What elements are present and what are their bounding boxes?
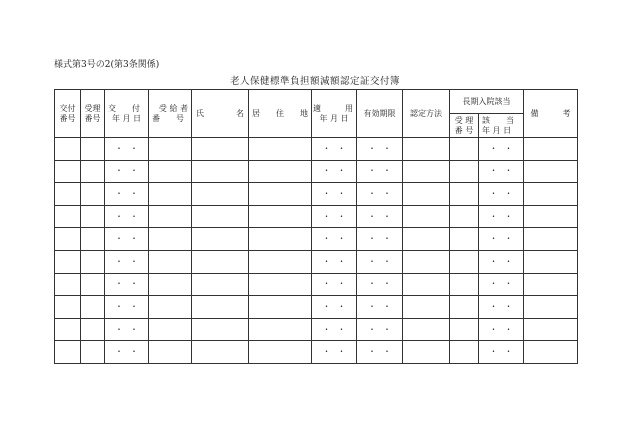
date-separator-dots: ・・ — [368, 166, 398, 176]
table-cell — [81, 296, 105, 319]
table-cell — [403, 228, 450, 251]
issuance-register-table — [54, 89, 578, 364]
table-cell — [81, 250, 105, 273]
header-issue-no: 交付 番号 — [55, 90, 81, 138]
date-separator-dots: ・・ — [368, 324, 398, 334]
date-separator-dots: ・・ — [322, 301, 353, 311]
table-cell — [81, 205, 105, 228]
table-cell — [450, 273, 479, 296]
table-cell — [357, 160, 403, 183]
table-cell — [403, 138, 450, 161]
table-cell — [403, 318, 450, 341]
date-separator-dots: ・・ — [368, 234, 398, 244]
table-row — [55, 296, 578, 319]
table-cell — [524, 205, 578, 228]
table-cell — [479, 183, 524, 206]
table-cell — [81, 228, 105, 251]
header-long-stay: 長期入院該当 — [450, 90, 524, 114]
table-cell — [403, 205, 450, 228]
table-cell — [312, 228, 357, 251]
date-separator-dots: ・・ — [322, 279, 353, 289]
table-row — [55, 318, 578, 341]
table-cell — [479, 341, 524, 364]
table-row — [55, 205, 578, 228]
table-cell — [55, 183, 81, 206]
table-cell — [105, 138, 149, 161]
table-cell — [249, 273, 312, 296]
table-cell — [149, 138, 192, 161]
date-separator-dots: ・・ — [489, 188, 520, 198]
date-separator-dots: ・・ — [115, 188, 145, 198]
date-separator-dots: ・・ — [368, 279, 398, 289]
table-row — [55, 250, 578, 273]
table-cell — [357, 341, 403, 364]
table-cell — [105, 205, 149, 228]
table-cell — [312, 183, 357, 206]
table-cell — [249, 160, 312, 183]
table-cell — [105, 183, 149, 206]
table-cell — [192, 296, 249, 319]
table-cell — [312, 296, 357, 319]
table-cell — [149, 341, 192, 364]
table-cell — [450, 138, 479, 161]
table-cell — [524, 183, 578, 206]
table-cell — [524, 318, 578, 341]
header-long-stay-date: 該 当 年 月 日 — [479, 114, 524, 138]
date-separator-dots: ・・ — [322, 143, 353, 153]
table-cell — [524, 228, 578, 251]
table-cell — [479, 273, 524, 296]
table-cell — [450, 160, 479, 183]
date-separator-dots: ・・ — [368, 256, 398, 266]
table-cell — [105, 318, 149, 341]
date-separator-dots: ・・ — [322, 324, 353, 334]
header-name: 氏 名 — [192, 90, 249, 138]
table-cell — [192, 138, 249, 161]
header-address: 居 住 地 — [249, 90, 312, 138]
table-cell — [450, 296, 479, 319]
table-cell — [81, 341, 105, 364]
table-cell — [192, 318, 249, 341]
date-separator-dots: ・・ — [322, 211, 353, 221]
date-separator-dots: ・・ — [322, 166, 353, 176]
table-cell — [249, 250, 312, 273]
table-cell — [192, 160, 249, 183]
table-cell — [105, 250, 149, 273]
header-long-stay-accept-no: 受 理 番 号 — [450, 114, 479, 138]
table-cell — [192, 228, 249, 251]
table-cell — [149, 318, 192, 341]
table-cell — [312, 138, 357, 161]
date-separator-dots: ・・ — [115, 211, 145, 221]
table-cell — [524, 160, 578, 183]
table-cell — [55, 228, 81, 251]
table-cell — [312, 160, 357, 183]
table-cell — [149, 183, 192, 206]
table-cell — [105, 296, 149, 319]
table-cell — [479, 160, 524, 183]
table-cell — [524, 273, 578, 296]
table-cell — [403, 273, 450, 296]
header-method: 認定方法 — [403, 90, 450, 138]
table-cell — [403, 341, 450, 364]
table-cell — [81, 273, 105, 296]
date-separator-dots: ・・ — [489, 347, 520, 357]
table-cell — [524, 138, 578, 161]
table-cell — [105, 228, 149, 251]
table-cell — [312, 318, 357, 341]
table-row — [55, 160, 578, 183]
date-separator-dots: ・・ — [489, 234, 520, 244]
table-cell — [403, 183, 450, 206]
date-separator-dots: ・・ — [115, 234, 145, 244]
date-separator-dots: ・・ — [489, 324, 520, 334]
table-cell — [249, 205, 312, 228]
table-cell — [192, 341, 249, 364]
table-cell — [403, 160, 450, 183]
date-separator-dots: ・・ — [368, 301, 398, 311]
table-cell — [81, 183, 105, 206]
table-cell — [55, 205, 81, 228]
table-cell — [450, 341, 479, 364]
table-cell — [403, 250, 450, 273]
table-cell — [55, 318, 81, 341]
table-cell — [192, 183, 249, 206]
table-cell — [149, 228, 192, 251]
date-separator-dots: ・・ — [115, 301, 145, 311]
table-cell — [55, 138, 81, 161]
date-separator-dots: ・・ — [489, 211, 520, 221]
form-label: 様式第3号の2(第3条関係) — [54, 60, 160, 70]
table-row — [55, 138, 578, 161]
table-cell — [312, 341, 357, 364]
table-cell — [524, 296, 578, 319]
table-cell — [357, 138, 403, 161]
table-cell — [312, 273, 357, 296]
date-separator-dots: ・・ — [115, 256, 145, 266]
table-cell — [524, 250, 578, 273]
table-cell — [149, 273, 192, 296]
header-accept-no: 受理 番号 — [81, 90, 105, 138]
document-title: 老人保健標準負担額減額認定証交付簿 — [229, 76, 400, 87]
table-cell — [450, 205, 479, 228]
date-separator-dots: ・・ — [489, 301, 520, 311]
table-cell — [55, 296, 81, 319]
date-separator-dots: ・・ — [115, 347, 145, 357]
table-cell — [149, 205, 192, 228]
date-separator-dots: ・・ — [322, 188, 353, 198]
date-separator-dots: ・・ — [368, 347, 398, 357]
date-separator-dots: ・・ — [368, 143, 398, 153]
table-cell — [149, 250, 192, 273]
table-cell — [81, 160, 105, 183]
table-cell — [249, 228, 312, 251]
table-cell — [357, 296, 403, 319]
table-cell — [479, 138, 524, 161]
table-cell — [249, 341, 312, 364]
date-separator-dots: ・・ — [115, 143, 145, 153]
header-remarks: 備 考 — [524, 90, 578, 138]
date-separator-dots: ・・ — [322, 347, 353, 357]
table-cell — [357, 228, 403, 251]
table-cell — [149, 160, 192, 183]
date-separator-dots: ・・ — [115, 324, 145, 334]
table-cell — [450, 183, 479, 206]
table-cell — [479, 228, 524, 251]
date-separator-dots: ・・ — [322, 234, 353, 244]
date-separator-dots: ・・ — [115, 279, 145, 289]
table-cell — [403, 296, 450, 319]
date-separator-dots: ・・ — [489, 166, 520, 176]
table-cell — [479, 205, 524, 228]
table-cell — [357, 318, 403, 341]
table-cell — [249, 138, 312, 161]
table-cell — [55, 250, 81, 273]
table-row — [55, 228, 578, 251]
table-row — [55, 341, 578, 364]
table-row — [55, 183, 578, 206]
date-separator-dots: ・・ — [368, 211, 398, 221]
date-separator-dots: ・・ — [368, 188, 398, 198]
header-applied-date: 適 用 年 月 日 — [312, 90, 357, 138]
table-cell — [249, 183, 312, 206]
table-cell — [479, 318, 524, 341]
table-cell — [524, 341, 578, 364]
table-cell — [312, 205, 357, 228]
table-cell — [81, 318, 105, 341]
header-recipient-no: 受 給 者 番 号 — [149, 90, 192, 138]
table-row — [55, 273, 578, 296]
table-cell — [357, 205, 403, 228]
table-cell — [357, 183, 403, 206]
table-cell — [105, 273, 149, 296]
table-cell — [450, 318, 479, 341]
table-cell — [192, 250, 249, 273]
table-cell — [357, 273, 403, 296]
table-cell — [249, 318, 312, 341]
date-separator-dots: ・・ — [322, 256, 353, 266]
table-cell — [450, 250, 479, 273]
table-cell — [249, 296, 312, 319]
table-cell — [192, 205, 249, 228]
table-cell — [357, 250, 403, 273]
table-cell — [105, 160, 149, 183]
date-separator-dots: ・・ — [489, 256, 520, 266]
header-issue-date: 交 付 年 月 日 — [105, 90, 149, 138]
table-cell — [312, 250, 357, 273]
table-cell — [149, 296, 192, 319]
table-cell — [450, 228, 479, 251]
date-separator-dots: ・・ — [489, 143, 520, 153]
table-cell — [81, 138, 105, 161]
header-validity: 有効期限 — [357, 90, 403, 138]
date-separator-dots: ・・ — [489, 279, 520, 289]
table-cell — [105, 341, 149, 364]
table-cell — [55, 341, 81, 364]
date-separator-dots: ・・ — [115, 166, 145, 176]
table-cell — [55, 273, 81, 296]
table-cell — [55, 160, 81, 183]
table-cell — [192, 273, 249, 296]
table-cell — [479, 250, 524, 273]
table-cell — [479, 296, 524, 319]
